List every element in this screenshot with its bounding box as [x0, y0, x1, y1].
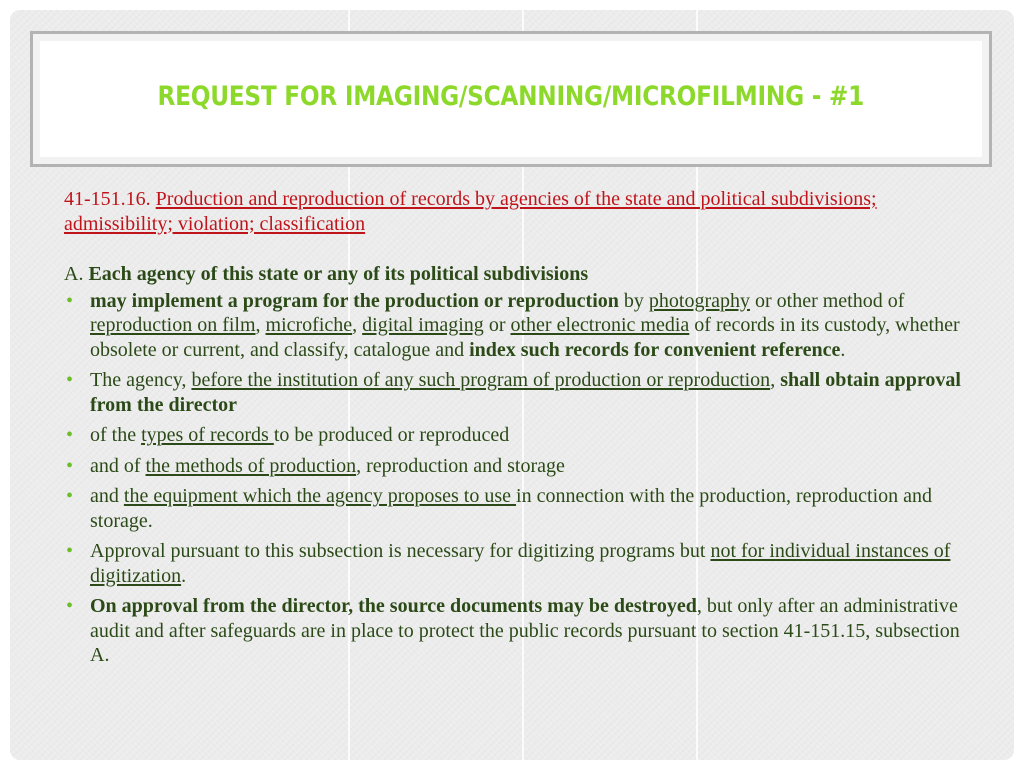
bold-text: may implement a program for the production or reproduction [90, 289, 619, 312]
bold-text: On approval from the director, the source documents may be destroyed [90, 595, 697, 617]
bullet-icon: • [66, 289, 74, 312]
text: , [255, 314, 266, 336]
text: The agency, [90, 369, 192, 391]
underlined-link[interactable]: types of records [141, 424, 274, 446]
title-main: REQUEST FOR IMAGING/SCANNING/MICROFILMING [157, 80, 805, 112]
bullet-icon: • [66, 595, 74, 617]
underlined-link[interactable]: digital imaging [362, 314, 484, 336]
text: , reproduction and storage [356, 454, 565, 477]
list-item [64, 423, 964, 448]
list-item [64, 289, 964, 363]
list-item [64, 539, 964, 588]
slide-title [158, 81, 865, 112]
list-item [64, 594, 964, 668]
title-box [40, 41, 982, 157]
list-item [64, 454, 964, 479]
text: . [840, 338, 846, 361]
subsection-lead [64, 262, 964, 287]
bullet-icon: • [66, 369, 74, 391]
underlined-link[interactable]: not for individual instances of digitization [90, 540, 951, 587]
underlined-link[interactable]: before the institution of any such program of production or reproduction [191, 369, 771, 391]
subsection-lead-text: Each agency of this state or any of its political subdivisions [88, 263, 589, 285]
bold-text: index such records for convenient reference [469, 338, 841, 361]
text: to be produced or reproduced [273, 424, 510, 446]
list-item [64, 368, 964, 417]
list-item [64, 484, 964, 533]
text: or other method of [749, 289, 905, 312]
text: in connection with the production, reproduction and storage. [90, 485, 933, 532]
title-frame [30, 31, 992, 167]
underlined-link[interactable]: the methods of production [145, 454, 357, 477]
text: , [352, 314, 363, 336]
bullet-icon: • [66, 485, 74, 507]
underlined-link[interactable]: the equipment which the agency proposes to use [123, 485, 517, 507]
text: Approval pursuant to this subsection is necessary for digitizing programs but [90, 540, 711, 562]
text: and [90, 485, 124, 507]
text: and of [90, 454, 146, 477]
bullet-icon: • [66, 424, 74, 446]
bullet-icon: • [66, 454, 74, 477]
underlined-link[interactable]: other electronic media [510, 314, 690, 336]
bold-text: shall obtain approval from the director [90, 369, 961, 416]
slide-body [64, 187, 964, 674]
text: . [181, 564, 187, 587]
underlined-link[interactable]: reproduction on film [90, 314, 256, 336]
bullet-list [64, 289, 964, 668]
text: of the [90, 424, 142, 446]
text: , [770, 369, 781, 391]
title-suffix: - #1 [804, 80, 865, 112]
text: by [618, 289, 649, 312]
statute-number: 41-151.16. [64, 188, 151, 210]
subsection-letter: A. [64, 263, 84, 285]
underlined-link[interactable]: photography [648, 289, 750, 312]
bullet-icon: • [66, 540, 74, 562]
statute-reference [64, 187, 964, 236]
text: , but only after an administrative audit and after safeguards are in place to protect the public records pursuant to section 41-151.15, subsection A. [90, 595, 960, 666]
text: of records in its custody, whether obsolete or current, and classify, catalogue and [90, 314, 960, 361]
underlined-link[interactable]: microfiche [265, 314, 353, 336]
statute-heading-link[interactable]: Production and reproduction of records by agencies of the state and political subdivisions; admissibility; violation; classification [64, 188, 877, 235]
text: or [483, 314, 511, 336]
